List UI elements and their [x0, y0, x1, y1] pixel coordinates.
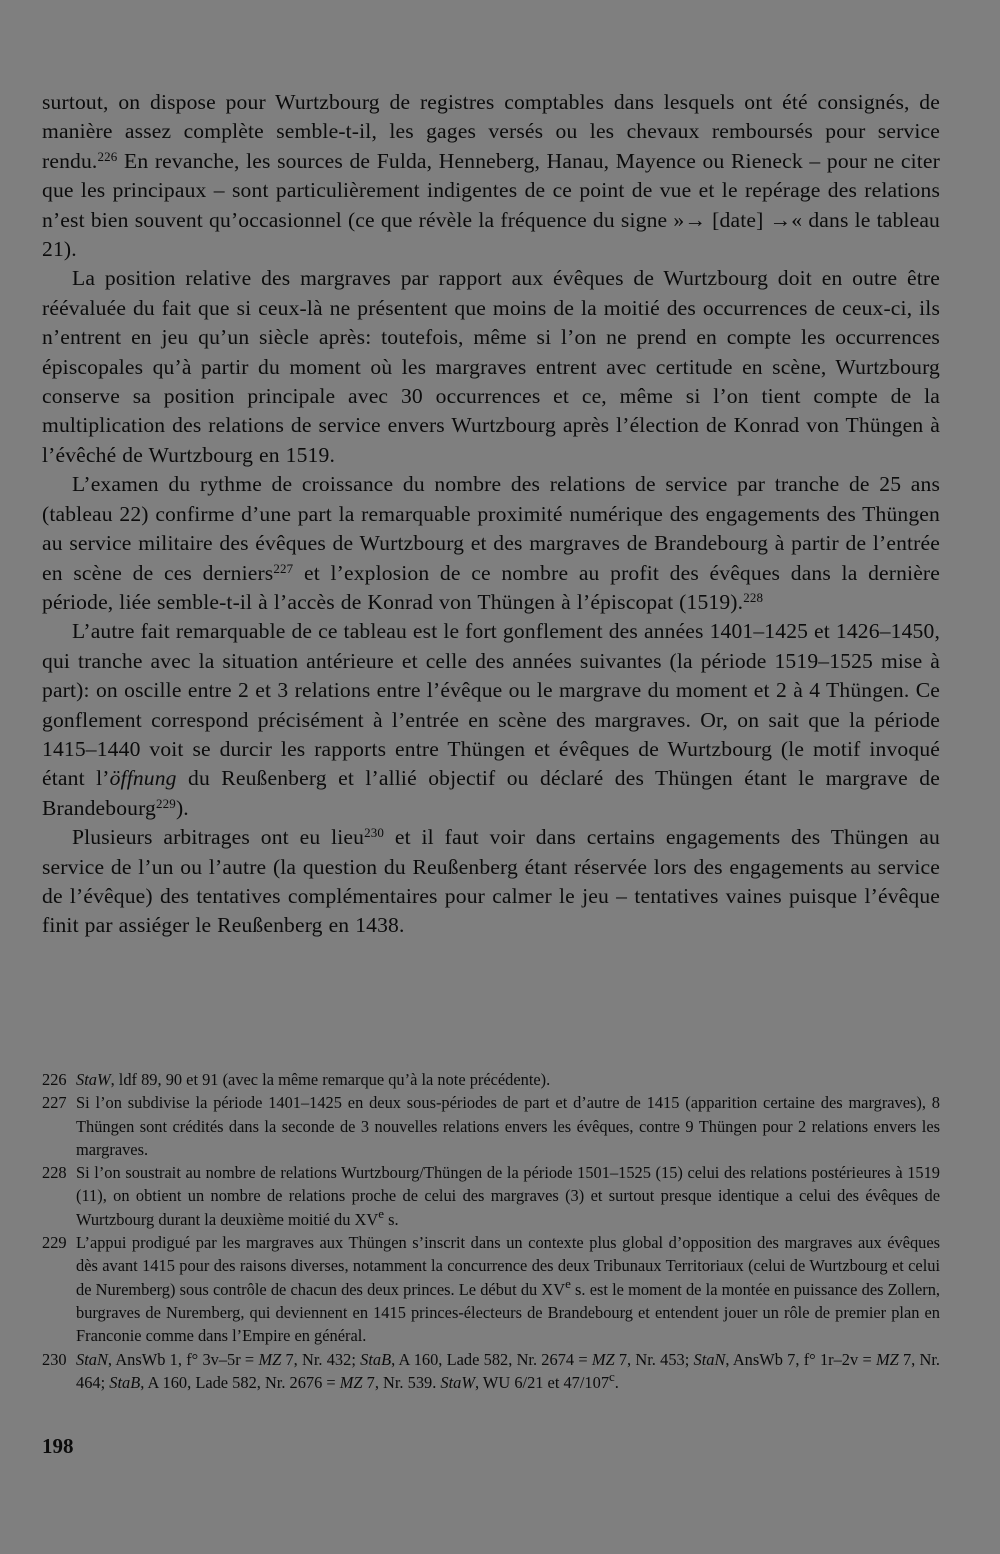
- paragraph-4-text-b: du Reußenberg et l’allié objectif ou déclaré des Thüngen étant le margrave de Brandebourg: [42, 766, 940, 820]
- book-page: [42, 88, 941, 1458]
- footnote-text: Si l’on subdivise la période 1401–1425 en deux sous-périodes de part et d’autre de 1415 (apparition certaine des margraves), 8 Thüngen sont crédités dans la seconde de 3 nouvelles relations envers les évêques, contre 9 Thüngen pour 2 relations envers les margraves.: [76, 1093, 940, 1159]
- footnote-superscript: e: [378, 1205, 384, 1221]
- page-number: 198: [42, 1434, 74, 1458]
- footnote-italic: StaB: [109, 1372, 141, 1392]
- footnote-text: 7, Nr. 453;: [614, 1349, 694, 1369]
- footnote-228: [42, 1161, 940, 1231]
- footnote-text: 7, Nr. 539.: [362, 1372, 441, 1392]
- footnote-number: 230: [42, 1349, 67, 1369]
- paragraph-5-text-b: et il faut voir dans certains engagements des Thüngen au service de l’un ou l’autre (la question du Reußenberg étant réservée lors des engagements au service de l’évêque) des tentatives complémentaires pour calmer le jeu – tentatives vaines puisque l’évêque finit par assiéger le Reußenberg en 1438.: [42, 825, 940, 938]
- footnote-227: [42, 1091, 940, 1161]
- footnote-text: , WU 6/21 et 47/107: [475, 1372, 610, 1392]
- footnote-226: [42, 1068, 940, 1091]
- paragraph-3-text-a: L’examen du rythme de croissance du nombre des relations de service par tranche de 25 ans (tableau 22) confirme d’une part la remarquable proximité numérique des engagements des Thüngen au service militaire des évêques de Wurtzbourg et des margraves de Brandebourg à partir de l’entrée en scène de ces derniers: [42, 472, 940, 585]
- paragraph-1: [42, 88, 940, 264]
- footnote-italic: MZ: [875, 1349, 899, 1369]
- footnote-italic: StaN: [76, 1349, 108, 1369]
- footnote-text: , AnsWb 7, f° 1r–2v =: [725, 1349, 876, 1369]
- paragraph-3: [42, 470, 940, 617]
- footnote-ref-229: 229: [156, 795, 176, 811]
- footnote-italic: StaN: [693, 1349, 726, 1369]
- footnote-text: L’appui prodigué par les margraves aux Thüngen s’inscrit dans un contexte plus global d’opposition des margraves aux évêques dès avant 1415 pour des raisons diverses, notamment la concurrence des deux Tribunaux Territoriaux (celui de Wurtzbourg et celui de Nuremberg) sous contrôle de chacun des deux princes. Le début du XV: [76, 1233, 940, 1299]
- paragraph-4-text-a: L’autre fait remarquable de ce tableau est le fort gonflement des années 1401–1425 et 1426–1450, qui tranche avec la situation antérieure et celle des années suivantes (la période 1519–1525 mise à part): on oscille entre 2 et 3 relations entre l’évêque ou le margrave du moment et 2 à 4 Thüngen. Ce gonflement correspond précisément à l’entrée en scène des margraves. Or, on sait que la période 1415–1440 voit se durcir les rapports entre Thüngen et évêques de Wurtzbourg (le motif invoqué étant l’: [42, 619, 940, 791]
- footnote-number: 227: [42, 1093, 67, 1113]
- footnote-ref-228: 228: [743, 589, 764, 605]
- footnote-229: [42, 1231, 940, 1347]
- footnote-text: 7, Nr. 464;: [76, 1349, 941, 1392]
- footnote-ref-226: 226: [97, 148, 118, 164]
- paragraph-1-text-b: En revanche, les sources de Fulda, Henneberg, Hanau, Mayence ou Rieneck – pour ne citer que les principaux – sont particulièrement indigentes de ce point de vue et le repérage des relations n’est bien souvent qu’occasionnel (ce que révèle la fréquence du signe »→ [date] →« dans le tableau 21).: [42, 148, 940, 262]
- paragraph-5: [42, 823, 940, 941]
- paragraph-4: [42, 617, 940, 823]
- footnote-text: , AnsWb 1, f° 3v–5r =: [107, 1349, 259, 1369]
- footnote-italic: MZ: [339, 1372, 363, 1392]
- paragraph-5-text-a: Plusieurs arbitrages ont eu lieu: [72, 825, 365, 850]
- footnote-number: 228: [42, 1163, 67, 1183]
- paragraph-2-text: La position relative des margraves par rapport aux évêques de Wurtzbourg doit en outre être réévaluée du fait que si ceux-là ne présentent que moins de la moitié des occurrences de ceux-ci, ils n’entrent en jeu qu’un siècle après: toutefois, même si l’on ne prend en compte les occurrences épiscopales qu’à partir du moment où les margraves entrent avec certitude en scène, Wurtzbourg conserve sa position principale avec 30 occurrences et ce, même si l’on tient compte de la multiplication des relations de service envers Wurtzbourg après l’élection de Konrad von Thüngen à l’évêché de Wurtzbourg en 1519.: [42, 266, 940, 467]
- paragraph-4-text-c: ).: [175, 795, 189, 820]
- paragraph-2: [42, 264, 940, 470]
- footnote-italic: MZ: [258, 1349, 282, 1369]
- footnote-superscript: c: [609, 1368, 615, 1384]
- footnote-text: , A 160, Lade 582, Nr. 2674 =: [391, 1349, 592, 1369]
- footnote-text: Si l’on soustrait au nombre de relations Wurtzbourg/Thüngen de la période 1501–1525 (15) celui des relations postérieures à 1519 (11), on obtient un nombre de relations proche de celui des margraves (3) et surtout presque identique a celui des évêques de Wurtzbourg durant la deuxième moitié du XV: [76, 1163, 940, 1229]
- footnotes: [42, 1068, 940, 1394]
- paragraph-3-text-b: et l’explosion de ce nombre au profit des évêques dans la dernière période, liée semble-t-il à l’accès de Konrad von Thüngen à l’épiscopat (1519).: [42, 560, 940, 614]
- footnote-superscript: e: [565, 1275, 571, 1291]
- paragraph-4-italic-term: öffnung: [109, 766, 177, 791]
- footnote-italic: MZ: [591, 1349, 615, 1369]
- footnote-text: , A 160, Lade 582, Nr. 2676 =: [140, 1372, 340, 1392]
- footnote-ref-227: 227: [273, 560, 294, 576]
- footnote-text: s.: [383, 1209, 399, 1229]
- footnote-text: 7, Nr. 432;: [281, 1349, 361, 1369]
- footnote-text: , ldf 89, 90 et 91 (avec la même remarque qu’à la note précédente).: [110, 1070, 551, 1089]
- paragraph-1-text-a: surtout, on dispose pour Wurtzbourg de registres comptables dans lesquels ont été consignés, de manière assez complète semble-t-il, les gages versés ou les chevaux remboursés pour service rendu.: [42, 90, 940, 173]
- footnote-italic: StaB: [360, 1349, 392, 1369]
- footnote-230: [42, 1348, 940, 1395]
- footnote-italic: StaW: [440, 1372, 476, 1392]
- footnote-ref-230: 230: [364, 825, 385, 841]
- main-text: [42, 88, 940, 941]
- footnote-italic: StaW: [76, 1070, 111, 1089]
- footnote-number: 226: [42, 1070, 67, 1089]
- footnote-number: 229: [42, 1233, 67, 1253]
- footnote-text: s. est le moment de la montée en puissance des Zollern, burgraves de Nuremberg, qui deviennent en 1415 princes-électeurs de Brandebourg et entendent jouer un rôle de premier plan en Franconie comme dans l’Empire en général.: [76, 1279, 941, 1346]
- footnote-text: .: [614, 1372, 619, 1392]
